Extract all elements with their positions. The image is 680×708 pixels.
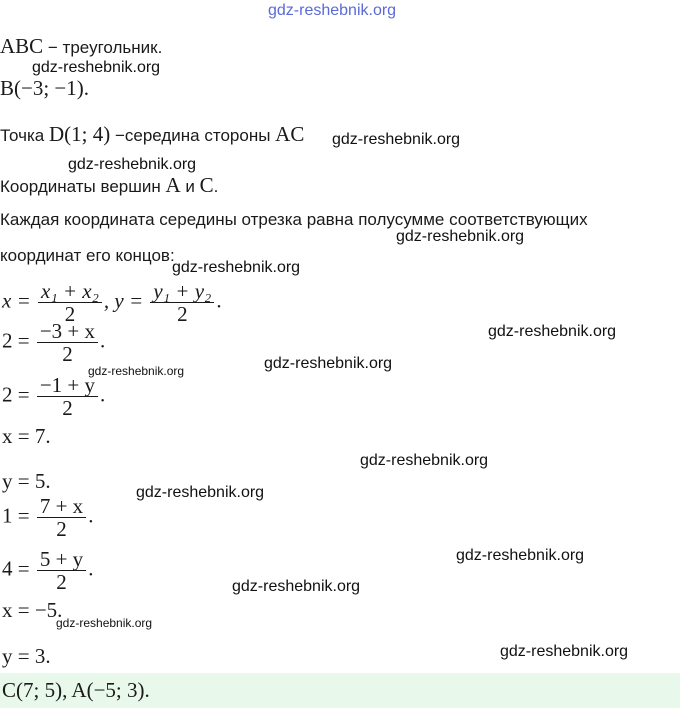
eq7-num: 5 + y <box>37 548 86 571</box>
rule-text-1: Каждая координата середины отрезка равна полусумме соответствующих <box>0 210 588 229</box>
result-x7: x = 7. <box>2 424 51 448</box>
answer-text: C(7; 5), A(−5; 3). <box>2 678 150 702</box>
equation-4 <box>2 548 93 593</box>
line-vertices <box>0 173 218 198</box>
side-ac: AC <box>275 122 305 146</box>
watermark: gdz-reshebnik.org <box>500 643 629 660</box>
midpoint-prefix: Точка <box>0 126 49 145</box>
midpoint-middle: −середина стороны <box>110 126 276 145</box>
watermark-small: gdz-reshebnik.org <box>88 364 185 378</box>
eq1-end: . <box>216 288 222 313</box>
watermark: gdz-reshebnik.org <box>396 228 525 245</box>
rule-text-2: координат его концов: <box>0 246 175 265</box>
watermark: gdz-reshebnik.org <box>488 323 617 340</box>
eq1-lhs: x = <box>2 288 31 313</box>
watermark-small: gdz-reshebnik.org <box>56 616 153 630</box>
eq7-fraction <box>37 548 86 593</box>
vertex-a: A <box>165 173 181 197</box>
equation-x-midpoint <box>2 320 105 365</box>
watermark: gdz-reshebnik.org <box>332 131 461 148</box>
eq2-fraction <box>37 320 98 365</box>
vertex-c: C <box>199 173 214 197</box>
result-y3: y = 3. <box>2 644 51 668</box>
eq3-num: −1 + y <box>37 374 98 397</box>
eq1-num-y: y₁ + y₂ <box>150 280 214 303</box>
eq1-den-x: 2 <box>64 302 76 326</box>
eq6-den: 2 <box>56 517 67 541</box>
watermark: gdz-reshebnik.org <box>32 59 161 76</box>
eq6-num: 7 + x <box>37 495 86 518</box>
vertices-suffix: . <box>213 177 219 196</box>
watermark: gdz-reshebnik.org <box>360 452 489 469</box>
eq7-lhs: 4 = <box>2 556 30 581</box>
eq6-fraction <box>37 495 86 540</box>
eq2-lhs: 2 = <box>2 328 30 353</box>
equation-1 <box>2 495 93 540</box>
eq3-lhs: 2 = <box>2 382 30 407</box>
eq2-num: −3 + x <box>37 320 98 343</box>
triangle-text: − треугольник. <box>43 38 163 57</box>
eq3-fraction <box>37 374 98 419</box>
result-y5: y = 5. <box>2 469 51 493</box>
eq7-end: . <box>88 556 94 581</box>
eq1-fraction-y <box>150 280 214 325</box>
watermark: gdz-reshebnik.org <box>136 484 265 501</box>
eq3-end: . <box>100 382 106 407</box>
eq3-den: 2 <box>62 396 73 420</box>
watermark: gdz-reshebnik.org <box>232 578 361 595</box>
watermark: gdz-reshebnik.org <box>172 259 301 276</box>
eq7-den: 2 <box>56 570 67 594</box>
point-d: D(1; 4) <box>48 122 111 146</box>
eq6-lhs: 1 = <box>2 503 30 528</box>
equation-y-midpoint <box>2 374 105 419</box>
answer-box <box>0 673 680 708</box>
line-midpoint <box>0 122 304 147</box>
eq1-mid: , y = <box>103 288 144 313</box>
result-x-neg5: x = −5. <box>2 598 63 622</box>
vertices-prefix: Координаты вершин <box>0 177 166 196</box>
eq6-end: . <box>88 503 94 528</box>
triangle-name: ABC <box>0 34 44 58</box>
eq1-num-x: x₁ + x₂ <box>38 280 102 303</box>
point-b: B(−3; −1). <box>0 76 90 100</box>
eq2-den: 2 <box>62 342 73 366</box>
watermark: gdz-reshebnik.org <box>68 156 197 173</box>
line-triangle <box>0 34 162 59</box>
eq2-end: . <box>100 328 106 353</box>
watermark: gdz-reshebnik.org <box>264 355 393 372</box>
vertices-and: и <box>180 177 200 196</box>
midpoint-formula <box>2 280 222 325</box>
eq1-den-y: 2 <box>177 302 188 326</box>
watermark: gdz-reshebnik.org <box>456 547 585 564</box>
watermark-top: gdz-reshebnik.org <box>268 2 397 19</box>
